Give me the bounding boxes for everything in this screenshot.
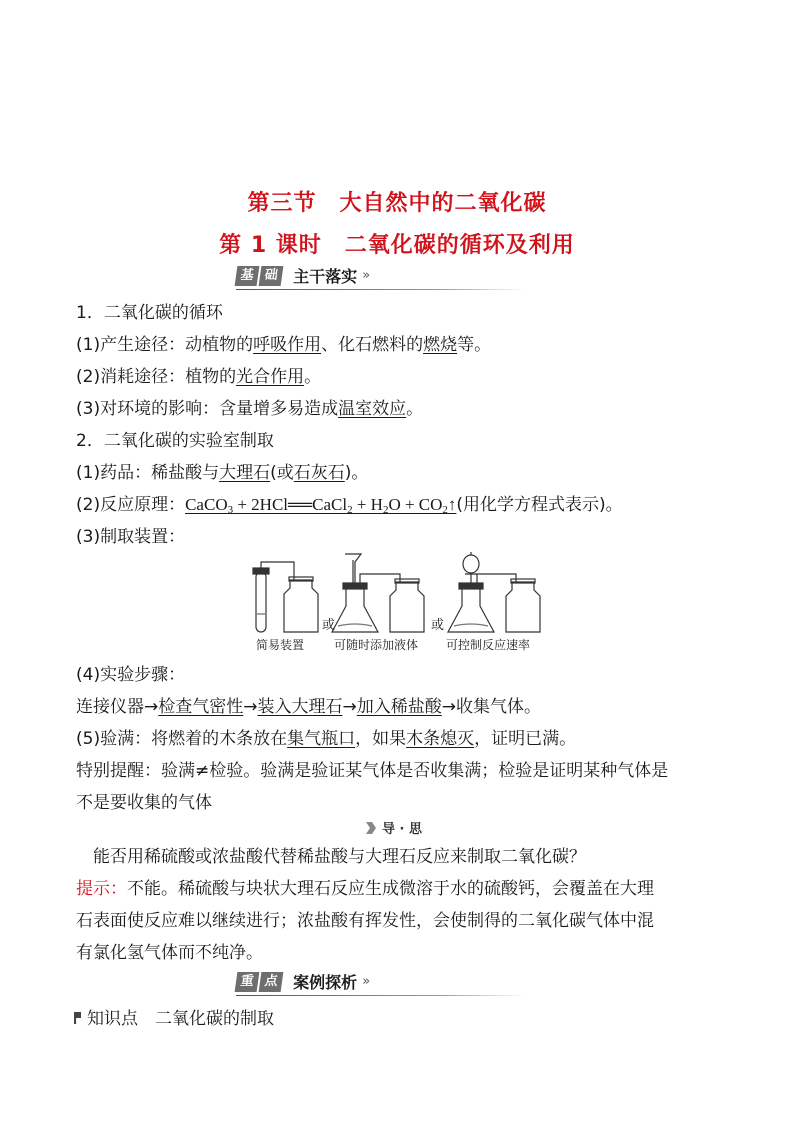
double-chevron-icon: » xyxy=(362,268,371,283)
text: (3)对环境的影响：含量增多易造成 xyxy=(76,399,339,419)
gas-bottle-2 xyxy=(390,582,424,632)
hint-line-2: 石表面使反应难以继续进行；浓盐酸有挥发性，会使制得的二氧化碳气体中混 xyxy=(76,911,654,931)
answer-add-acid: 加入稀盐酸 xyxy=(356,697,442,717)
caption-simple-setup: 简易装置 xyxy=(256,638,305,652)
separatory-funnel xyxy=(463,555,479,573)
answer-add-marble: 装入大理石 xyxy=(257,697,343,717)
guide-label: 导 · 思 xyxy=(382,822,422,837)
s1-line-3 xyxy=(76,398,423,420)
badge-zhong: 重 xyxy=(235,972,260,992)
s2-heading: 2．二氧化碳的实验室制取 xyxy=(76,431,274,451)
basics-section-bar xyxy=(236,264,536,290)
subscript: 2 xyxy=(382,504,389,516)
text: 。 xyxy=(406,399,424,419)
lesson-title: 第 1 课时 二氧化碳的循环及利用 xyxy=(219,233,575,258)
text: )。 xyxy=(344,463,369,483)
subscript: 2 xyxy=(347,504,353,516)
gas-bottle-1 xyxy=(284,580,318,632)
caption-control-rate: 可控制反应速率 xyxy=(446,638,531,652)
text: 、化石燃料的 xyxy=(321,335,424,355)
apparatus-drawing xyxy=(250,552,550,636)
guide-question: 能否用稀硫酸或浓盐酸代替稀盐酸与大理石反应来制取二氧化碳？ xyxy=(93,847,586,867)
eq-part: CaCO xyxy=(185,495,228,514)
gas-bottle-3 xyxy=(506,582,540,632)
answer-marble: 大理石 xyxy=(219,463,271,483)
text: (2)反应原理： xyxy=(76,495,186,515)
hint-line-1 xyxy=(76,878,654,900)
basics-label: 主干落实 xyxy=(293,267,358,286)
answer-photosynthesis: 光合作用 xyxy=(236,367,305,387)
text: 。 xyxy=(304,367,322,387)
section-title: 第三节 大自然中的二氧化碳 xyxy=(247,191,547,216)
test-tube xyxy=(256,572,266,632)
eq-part: + 2HCl══CaCl xyxy=(233,495,348,514)
text: 连接仪器→ xyxy=(76,697,159,717)
answer-limestone: 石灰石 xyxy=(293,463,345,483)
section-divider xyxy=(236,995,526,996)
or-label-1: 或 xyxy=(322,618,336,633)
or-label-2: 或 xyxy=(431,618,445,633)
answer-greenhouse: 温室效应 xyxy=(338,399,407,419)
text: 等。 xyxy=(457,335,492,355)
subscript: 3 xyxy=(227,504,234,516)
badge-chu: 础 xyxy=(259,266,284,286)
text: (1)产生途径：动植物的 xyxy=(76,335,254,355)
special-note-line-1: 特别提醒：验满≠检验。验满是验证某气体是否收集满；检验是证明某种气体是 xyxy=(76,761,669,781)
guide-icon xyxy=(366,822,376,834)
double-chevron-icon: » xyxy=(362,974,371,989)
text: (2)消耗途径：植物的 xyxy=(76,367,237,387)
special-note-line-2: 不是要收集的气体 xyxy=(76,793,212,813)
caption-add-liquid: 可随时添加液体 xyxy=(334,638,419,652)
eq-part: O + CO xyxy=(388,495,443,514)
guide-heading xyxy=(366,818,422,837)
s2-line-2 xyxy=(76,494,623,521)
badge-dian: 点 xyxy=(259,972,284,992)
s2-line-5 xyxy=(76,696,541,718)
answer-bottle-mouth: 集气瓶口 xyxy=(287,729,356,749)
badge-ji: 基 xyxy=(235,266,260,286)
focus-label: 案例探析 xyxy=(293,973,358,992)
hint-label: 提示： xyxy=(76,879,127,899)
flag-icon xyxy=(74,1012,81,1024)
knowledge-point xyxy=(74,1008,274,1030)
text: ，证明已满。 xyxy=(474,729,577,749)
apparatus-figure xyxy=(250,552,550,656)
gas-arrow: ↑ xyxy=(447,495,457,514)
subscript: 2 xyxy=(442,504,448,516)
s2-line-4: (4)实验步骤： xyxy=(76,665,186,685)
s2-line-1 xyxy=(76,462,368,484)
text: ，如果 xyxy=(355,729,407,749)
s1-line-1 xyxy=(76,334,491,356)
text: (或 xyxy=(270,463,294,483)
text: (5)验满：将燃着的木条放在 xyxy=(76,729,288,749)
s1-line-2 xyxy=(76,366,321,388)
chemical-equation xyxy=(185,495,456,514)
text: (用化学方程式表示)。 xyxy=(456,495,623,515)
s1-heading: 1．二氧化碳的循环 xyxy=(76,303,223,323)
eq-part: + H xyxy=(352,495,383,514)
section-divider xyxy=(236,289,526,290)
hint-line-3: 有氯化氢气体而不纯净。 xyxy=(76,943,263,963)
hint-text: 不能。稀硫酸与块状大理石反应生成微溶于水的硫酸钙，会覆盖在大理 xyxy=(127,879,654,899)
long-funnel xyxy=(345,554,361,583)
answer-check-airtightness: 检查气密性 xyxy=(158,697,244,717)
focus-section-bar xyxy=(236,970,536,996)
arrow-text: → xyxy=(342,697,357,717)
arrow-text: → xyxy=(243,697,258,717)
answer-combustion: 燃烧 xyxy=(423,335,458,355)
s2-line-3: (3)制取装置： xyxy=(76,527,186,547)
answer-respiration: 呼吸作用 xyxy=(253,335,322,355)
text: →收集气体。 xyxy=(441,697,541,717)
knowledge-point-text: 知识点 二氧化碳的制取 xyxy=(87,1009,274,1029)
answer-stick-extinguished: 木条熄灭 xyxy=(406,729,475,749)
text: (1)药品：稀盐酸与 xyxy=(76,463,220,483)
s2-line-6 xyxy=(76,728,576,750)
